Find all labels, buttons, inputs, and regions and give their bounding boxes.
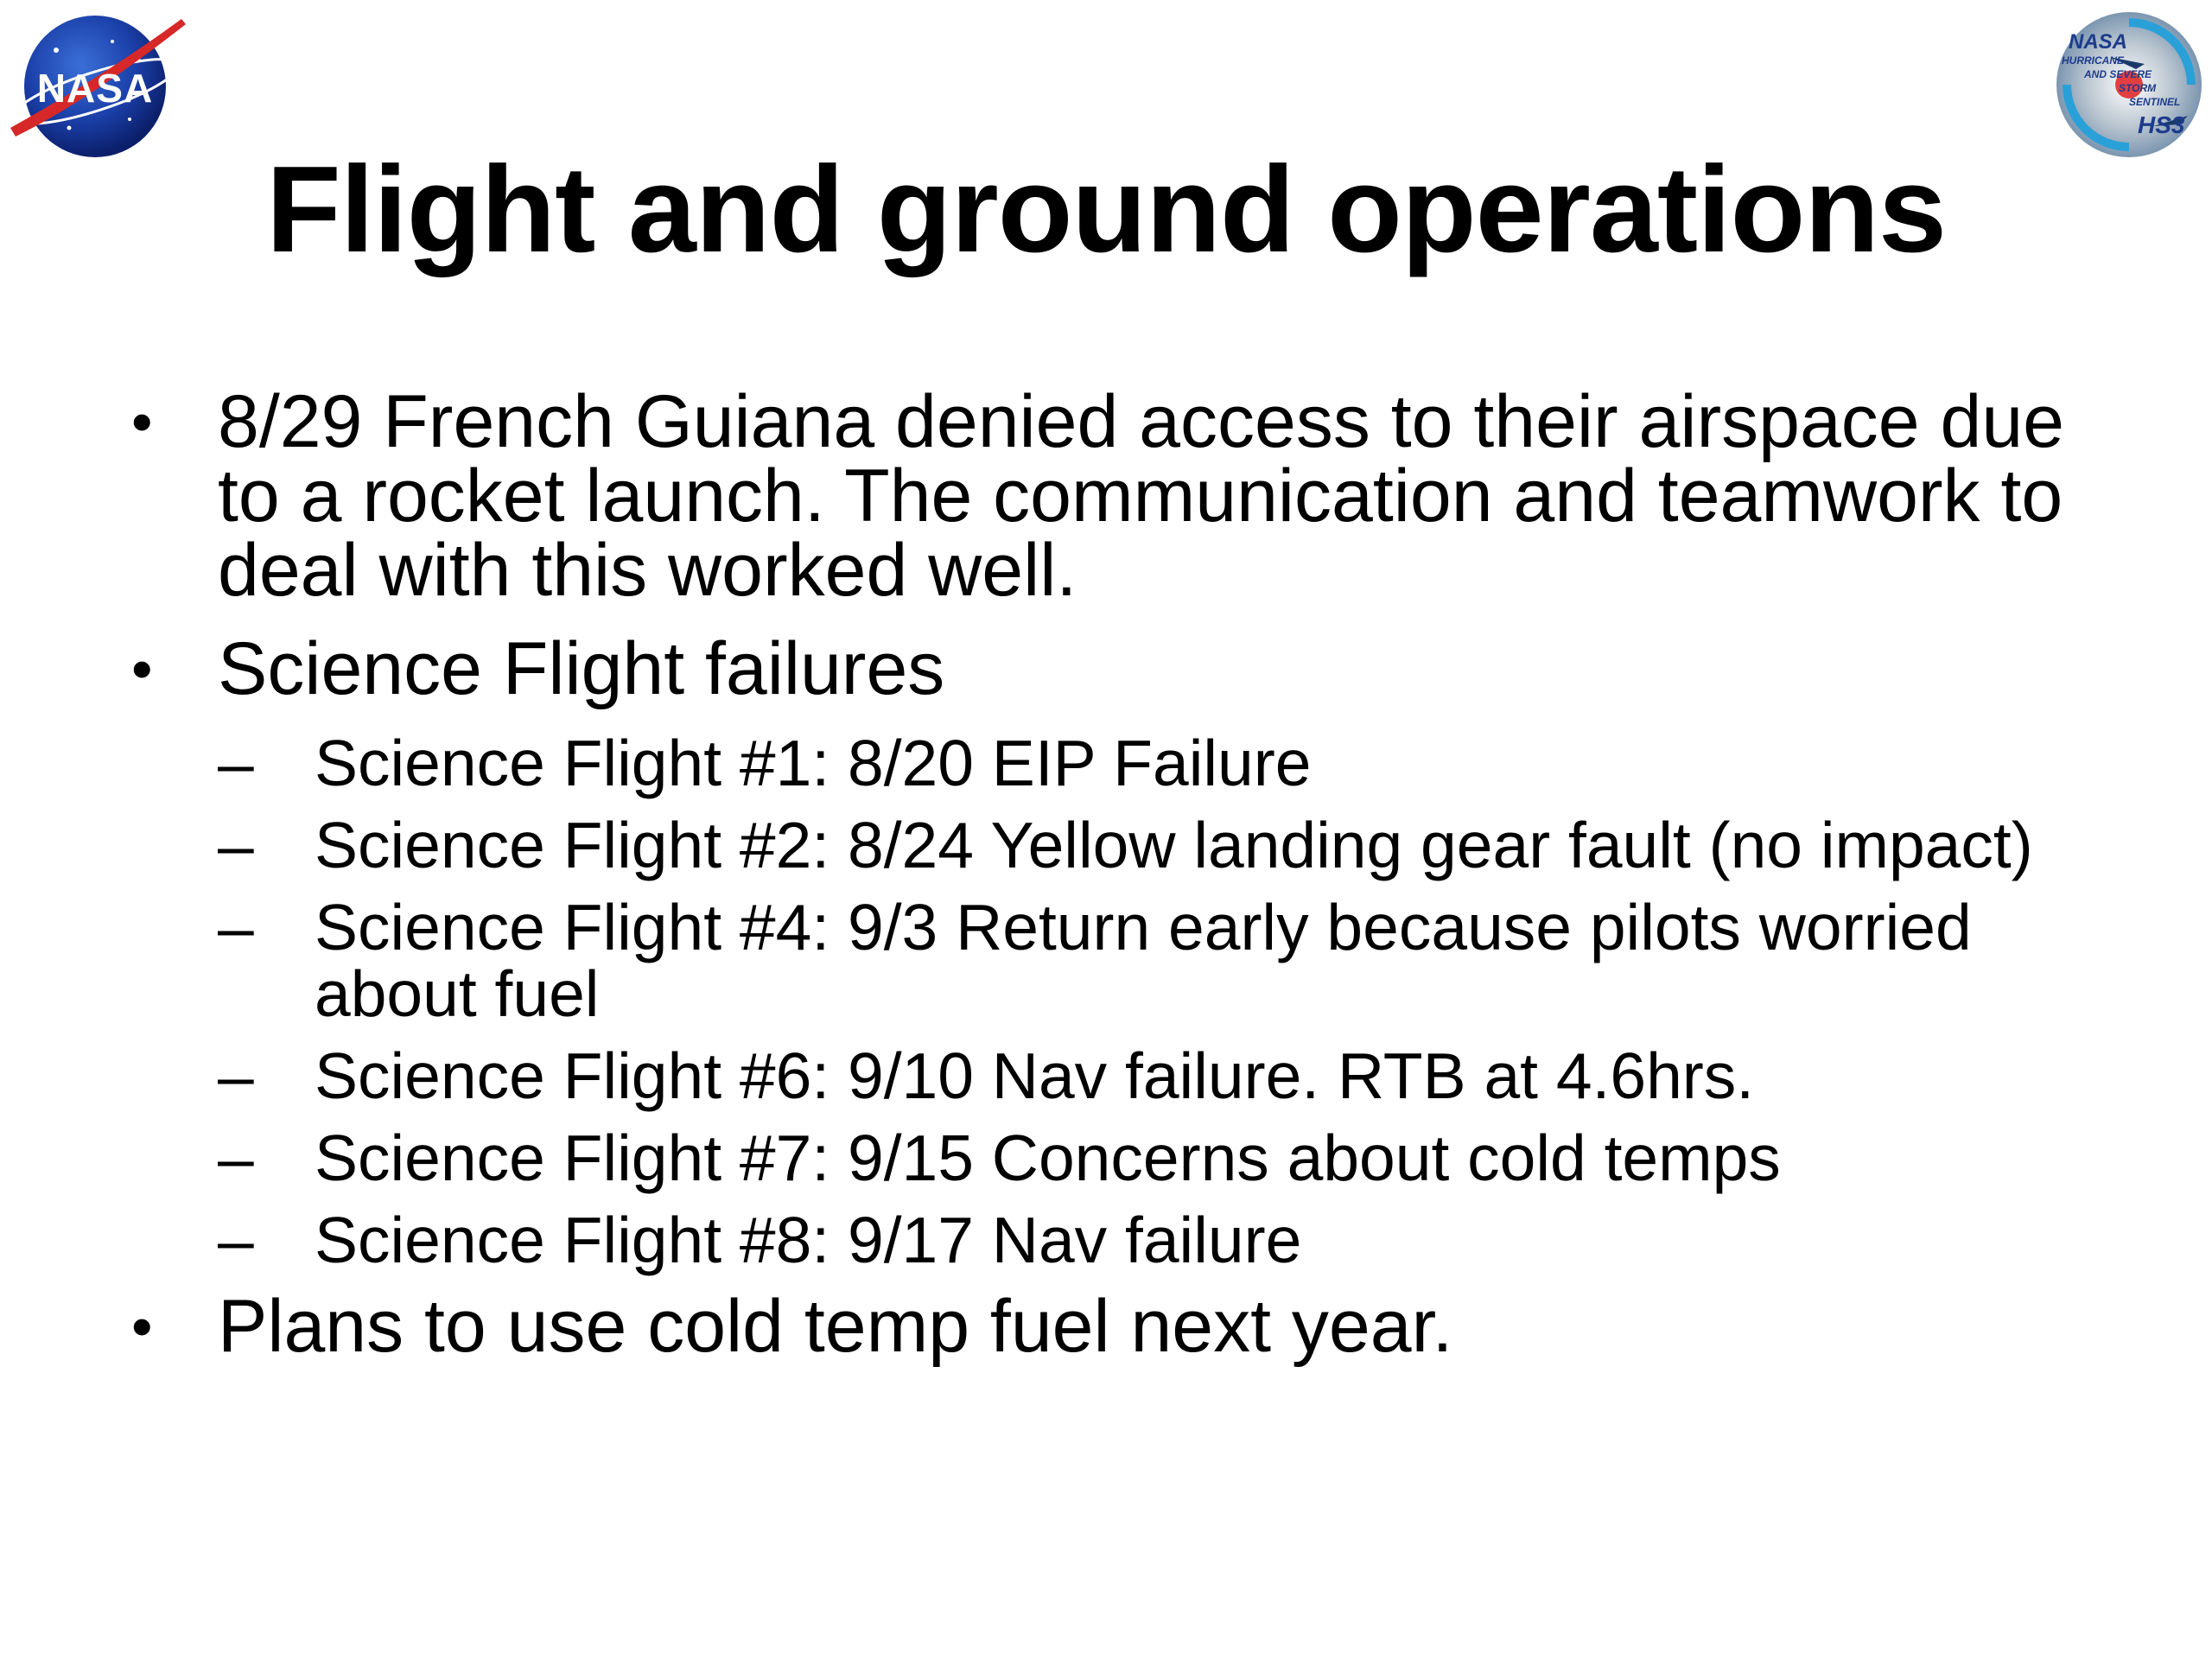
bullet-item [121,627,2108,710]
sub-bullet-marker: – [218,1122,254,1194]
sub-bullet-text: Science Flight #6: 9/10 Nav failure. RTB at 4.6hrs. [315,1039,1755,1112]
sub-bullet-text: Science Flight #1: 8/20 EIP Failure [315,727,1312,799]
sub-bullet-text: Science Flight #4: 9/3 Return early because pilots worried about fuel [315,891,1972,1030]
sub-bullet-item [218,1204,2108,1276]
sub-bullet-marker: – [218,809,254,881]
bullet-marker: • [131,635,153,702]
sub-bullet-item [218,891,2108,1030]
sub-bullet-text: Science Flight #7: 9/15 Concerns about cold temps [315,1122,1781,1194]
sub-bullet-item [218,809,2108,881]
sub-bullet-marker: – [218,1039,254,1112]
sub-bullet-item [218,727,2108,799]
sub-bullet-marker: – [218,727,254,799]
sub-bullet-marker: – [218,891,254,963]
bullet-text: Science Flight failures [218,627,945,710]
bullet-item [121,380,2108,612]
slide-title: Flight and ground operations [265,141,1947,278]
sub-bullet-marker: – [218,1204,254,1276]
nasa-logo-text: NASA [36,66,154,111]
hs3-logo-line-5: SENTINEL [2129,96,2181,108]
sub-bullet-text: Science Flight #2: 8/24 Yellow landing gear fault (no impact) [315,809,2033,881]
hs3-logo-line-4: STORM [2119,82,2157,94]
sub-bullet-list [121,727,2108,1276]
hs3-logo-line-2: HURRICANE [2062,54,2124,67]
bullet-text: 8/29 French Guiana denied access to their airspace due to a rocket launch. The communication and teamwork to deal with this worked well. [218,380,2064,612]
bullet-list [121,380,2108,1388]
bullet-text: Plans to use cold temp fuel next year. [218,1285,1453,1368]
sub-bullet-item [218,1039,2108,1112]
sub-bullet-text: Science Flight #8: 9/17 Nav failure [315,1204,1302,1276]
bullet-marker: • [131,1293,153,1360]
bullet-marker: • [131,388,153,455]
hs3-logo-line-6: HS3 [2138,111,2185,138]
hs3-logo-line-1: NASA [2069,30,2128,54]
sub-bullet-item [218,1122,2108,1194]
bullet-item [121,1285,2108,1368]
hs3-logo-line-3: AND SEVERE [2084,68,2152,80]
nasa-logo-icon [9,7,186,158]
